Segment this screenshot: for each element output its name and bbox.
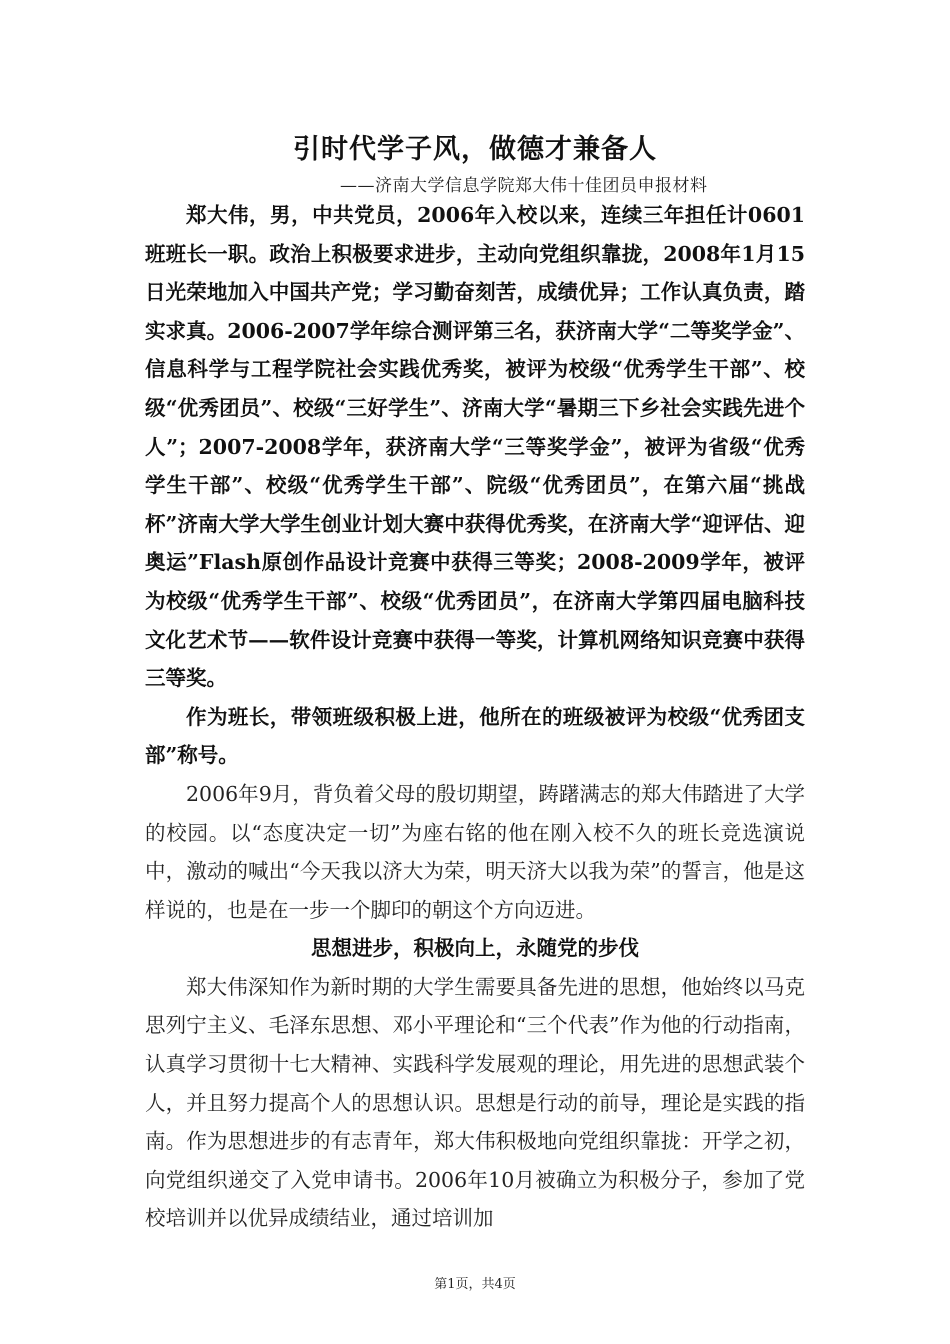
page-number: 第1页，共4页 xyxy=(434,1277,516,1292)
paragraph-entering-university: 2006年9月，背负着父母的殷切期望，踌躇满志的郑大伟踏进了大学的校园。以“态度决定一切”为座右铭的他在刚入校不久的班长竞选演说中，激动的喊出“今天我以济大为荣，明天济大以我为荣”的誓言，他是这样说的，也是在一步一个脚印的朝这个方向迈进。 xyxy=(145,781,805,922)
document-subtitle: ——济南大学信息学院郑大伟十佳团员申报材料 xyxy=(340,176,708,196)
paragraph-summary: 郑大伟，男，中共党员，2006年入校以来，连续三年担任计0601班班长一职。政治上积极要求进步，主动向党组织靠拢，2008年1月15日光荣地加入中国共产党；学习勤奋刻苦，成绩优异；工作认真负责，踏实求真。2006-2007学年综合测评第三名，获济南大学“二等奖学金”、信息科学与工程学院社会实践优秀奖，被评为校级“优秀学生干部”、校级“优秀团员”、校级“三好学生”、济南大学“暑期三下乡社会实践先进个人”；2007-2008学年，获济南大学“三等奖学金”，被评为省级“优秀学生干部”、校级“优秀学生干部”、院级“优秀团员”，在第六届“挑战杯”济南大学大学生创业计划大赛中获得优秀奖，在济南大学“迎评估、迎奥运”Flash原创作品设计竞赛中获得三等奖；2008-2009学年，被评为校级“优秀学生干部”、校级“优秀团员”，在济南大学第四届电脑科技文化艺术节——软件设计竞赛中获得一等奖，计算机网络知识竞赛中获得三等奖。 xyxy=(145,203,805,691)
document-body xyxy=(145,196,805,1238)
paragraph-ideology: 郑大伟深知作为新时期的大学生需要具备先进的思想，他始终以马克思列宁主义、毛泽东思想、邓小平理论和“三个代表”作为他的行动指南，认真学习贯彻十七大精神、实践科学发展观的理论，用先进的思想武装个人，并且努力提高个人的思想认识。思想是行动的前导，理论是实践的指南。作为思想进步的有志青年，郑大伟积极地向党组织靠拢：开学之初，向党组织递交了入党申请书。2006年10月被确立为积极分子，参加了党校培训并以优异成绩结业，通过培训加 xyxy=(145,974,805,1231)
paragraph-class-leader: 作为班长，带领班级积极上进，他所在的班级被评为校级“优秀团支部”称号。 xyxy=(145,704,805,768)
section-heading: 思想进步，积极向上，永随党的步伐 xyxy=(311,936,639,961)
document-title: 引时代学子风，做德才兼备人 xyxy=(293,134,657,165)
